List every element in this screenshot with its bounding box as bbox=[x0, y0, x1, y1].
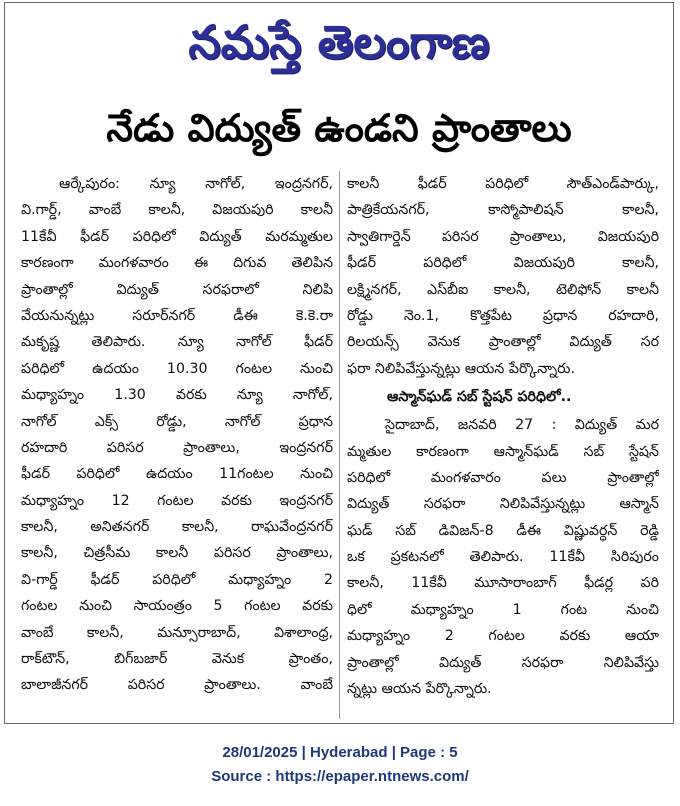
footer-date-line: 28/01/2025 | Hyderabad | Page : 5 bbox=[222, 744, 458, 761]
column-divider bbox=[339, 171, 340, 719]
article-line: వాంబే కాలనీ, మన్సూరాబాద్, విశాలాంధ్ర, bbox=[21, 624, 333, 641]
article-line: కాలనీ, అనితనగర్ కాలనీ, రాఘవేంద్రనగర్ bbox=[21, 519, 333, 536]
article-line: పరిధిలో ఉదయం 10.30 గంటల నుంచి bbox=[21, 360, 333, 377]
article-line: పరిధిలో మంగళవారం పలు ప్రాంతాల్లో bbox=[347, 469, 659, 486]
article-line: కాలనీ, 11కేవీ మూసారాంబాగ్ ఫీడర్ల పరి bbox=[347, 575, 659, 592]
article-line: ప్రాంతాల్లో విద్యుత్ సరఫరాలో నిలిపి bbox=[21, 281, 333, 298]
article-line: ఫీడర్ పరిధిలో ఉదయం 11గంటల నుంచి bbox=[21, 466, 333, 483]
article-line: బాలాజీనగర్ పరిసర ప్రాంతాలు. వాంబే bbox=[21, 677, 333, 694]
article-line: గంటల నుంచి సాయంత్రం 5 గంటల వరకు bbox=[21, 598, 333, 615]
article-line: మ్మతుల కారణంగా ఆస్మాన్‌ఘడ్ సబ్ స్టేషన్ bbox=[347, 443, 659, 460]
article-line: లక్ష్మినగర్, ఎస్‌బీఐ కాలనీ, టెలిఫోన్ కాలనీ bbox=[347, 281, 659, 298]
article-line: ధిలో మధ్యాహ్నం 1 గంట నుంచి bbox=[347, 601, 659, 618]
article-body bbox=[21, 171, 659, 719]
article-line: ఒక ప్రకటనలో తెలిపారు. 11కేవీ సిరిపురం bbox=[347, 549, 659, 566]
article-headline: నేడు విద్యుత్ ఉండని ప్రాంతాలు bbox=[106, 106, 572, 150]
article-line: ఘడ్ సబ్ డివిజన్-8 డీఈ విష్ణువర్ధన్ రెడ్డి bbox=[347, 522, 659, 539]
article-line: ఆర్కేపురం: న్యూ నాగోల్, ఇంద్రనగర్, bbox=[59, 176, 333, 192]
article-line: పాత్రికేయనగర్, కాస్మోపాలిషన్ కాలనీ, bbox=[347, 202, 659, 219]
article-line: మధ్యాహ్నం 12 గంటల వరకు ఇంద్రనగర్ bbox=[21, 492, 333, 509]
article-line: నాగోల్ ఎక్స్ రోడ్డు, నాగోల్ ప్రధాన bbox=[21, 413, 333, 430]
article-column-left bbox=[21, 171, 333, 719]
article-line: మధ్యాహ్నం 2 గంటల వరకు ఆయా bbox=[347, 628, 659, 645]
article-line: వేయనున్నట్లు సరూర్‌నగర్ డీఈ కె.కె.రా bbox=[21, 307, 333, 324]
masthead-logo: నమస్తే తెలంగాణ bbox=[188, 15, 490, 69]
article-line: విద్యుత్ సరఫరా నిలిపివేస్తున్నట్లు ఆస్మాన్ bbox=[347, 496, 659, 513]
article-line: వి.గార్డ్, వాంబే కాలనీ, విజయపురి కాలనీ bbox=[21, 202, 333, 219]
article-line: కారణంగా మంగళవారం ఈ దిగువ తెలిపిన bbox=[21, 255, 333, 272]
article-line: కాలనీ ఫీడర్ పరిధిలో సౌత్‌ఎండ్‌పార్కు, bbox=[347, 176, 659, 192]
article-line: ఫీడర్ పరిధిలో విజయపురి కాలనీ, bbox=[347, 255, 659, 272]
article-line: రిలయన్స్ వెనుక ప్రాంతాల్లో విద్యుత్ సర bbox=[347, 334, 659, 351]
article-column-right bbox=[347, 171, 659, 719]
article-line: ఫరా నిలిపివేస్తున్నట్లు ఆయన పేర్కొన్నారు. bbox=[347, 360, 575, 377]
article-line: రాక్‌టౌన్, బిగ్‌బజార్ వెనుక ప్రాంతం, bbox=[21, 651, 333, 668]
article-line: రోడ్డు నెం.1, కొత్తపేట ప్రధాన రహదారి, bbox=[347, 307, 659, 324]
article-line: ప్రాంతాల్లో విద్యుత్ సరఫరా నిలిపివేస్తు bbox=[347, 654, 659, 671]
article-line: వి-గార్డ్ ఫీడర్ పరిధిలో మధ్యాహ్నం 2 bbox=[21, 571, 333, 588]
article-line: మధ్యాహ్నం 1.30 వరకు న్యూ నాగోల్, bbox=[21, 387, 333, 404]
article-line: రహదారి పరిసర ప్రాంతాలు, ఇంద్రనగర్ bbox=[21, 439, 333, 456]
article-line: మకృష్ణ తెలిపారు. న్యూ నాగోల్ ఫీడర్ bbox=[21, 334, 333, 351]
article-subheading: ఆస్మాన్‌ఘడ్ సబ్ స్టేషన్ పరిధిలో.. bbox=[387, 389, 572, 406]
article-line: న్నట్లు ఆయన పేర్కొన్నారు. bbox=[347, 681, 492, 698]
newspaper-clipping bbox=[4, 2, 674, 724]
article-line: కాలనీ, చిత్రసీమ కాలనీ పరిసర ప్రాంతాలు, bbox=[21, 545, 333, 562]
footer-source-line: Source : https://epaper.ntnews.com/ bbox=[211, 768, 469, 785]
article-line: 11కేవీ ఫీడర్ పరిధిలో విద్యుత్ మరమ్మతుల bbox=[21, 228, 333, 245]
article-line: స్వాతిగార్డెన్ పరిసర ప్రాంతాలు, విజయపురి bbox=[347, 228, 659, 245]
article-line: సైదాబాద్, జనవరి 27 : విద్యుత్ మర bbox=[385, 417, 659, 434]
